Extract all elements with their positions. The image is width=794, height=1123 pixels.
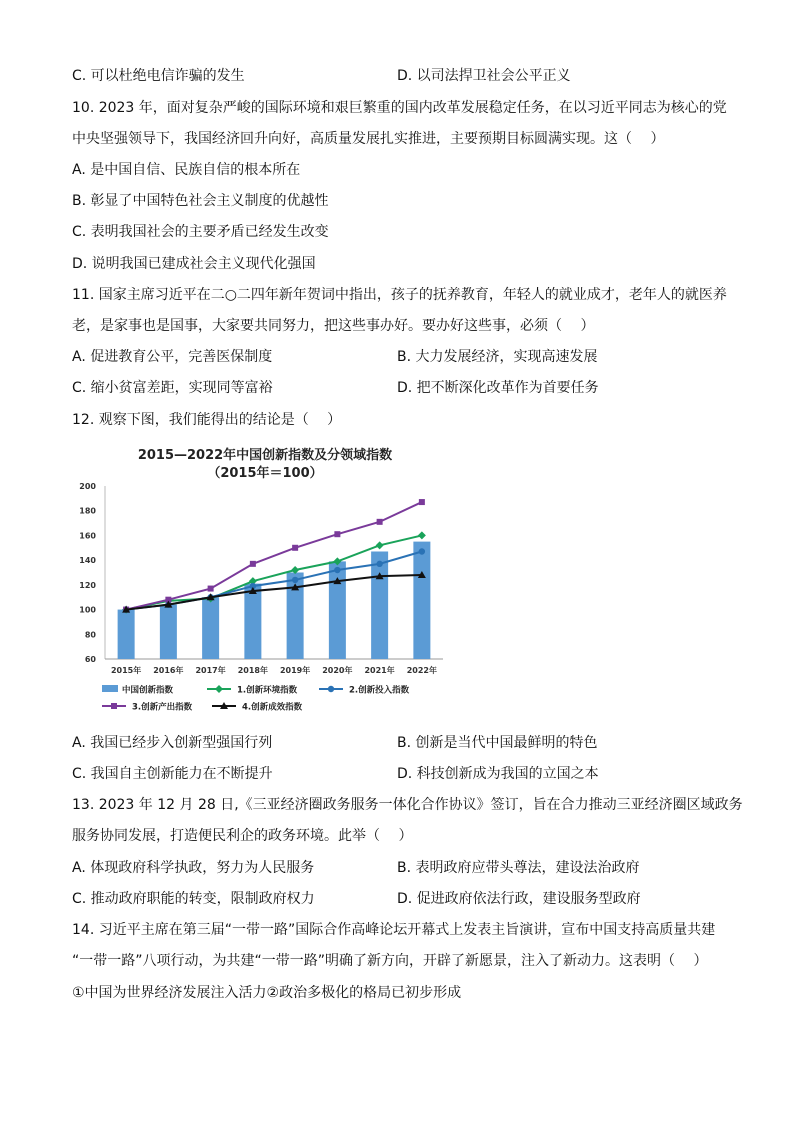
q11-option-c: C. 缩小贫富差距，实现同等富裕 xyxy=(72,380,273,396)
q11-option-d: D. 把不断深化改革作为首要任务 xyxy=(397,380,599,396)
legend-label: 2.创新投入指数 xyxy=(349,685,410,696)
y-tick-label: 180 xyxy=(79,506,96,516)
x-tick-label: 2018年 xyxy=(237,666,269,675)
q11-stem-line2: 老，是家事也是国事，大家要共同努力，把这些事办好。要办好这些事，必须（ ） xyxy=(72,318,595,334)
bar xyxy=(371,551,388,659)
q12-option-c: C. 我国自主创新能力在不断提升 xyxy=(72,766,273,782)
data-point xyxy=(419,548,425,554)
legend-label: 中国创新指数 xyxy=(122,685,174,696)
bar xyxy=(244,584,261,659)
data-point xyxy=(250,561,256,567)
q10-stem-line2: 中央坚强领导下，我国经济回升向好，高质量发展扎实推进，主要预期目标圆满实现。这（ ） xyxy=(72,131,665,147)
q11-stem-line1: 11. 国家主席习近平在二○二四年新年贺词中指出，孩子的抚养教育，年轻人的就业成才，老年人的就医养 xyxy=(72,287,727,303)
bar xyxy=(160,605,177,659)
x-tick-label: 2019年 xyxy=(279,666,311,675)
x-tick-label: 2020年 xyxy=(322,666,353,675)
q9-option-d: D. 以司法捍卫社会公平正义 xyxy=(397,68,571,84)
q14-items: ①中国为世界经济发展注入活力②政治多极化的格局已初步形成 xyxy=(72,985,462,1001)
data-point xyxy=(328,686,334,692)
data-point xyxy=(334,567,340,573)
data-point xyxy=(419,499,425,505)
bar xyxy=(118,610,135,659)
y-tick-label: 200 xyxy=(79,482,96,491)
q13-option-a: A. 体现政府科学执政，努力为人民服务 xyxy=(72,860,315,876)
q11-option-b: B. 大力发展经济，实现高速发展 xyxy=(397,349,598,365)
data-point xyxy=(376,561,382,567)
x-tick-label: 2021年 xyxy=(364,666,395,675)
bar xyxy=(202,597,219,659)
y-tick-label: 80 xyxy=(84,630,96,640)
data-point xyxy=(292,545,298,551)
q12-option-d: D. 科技创新成为我国的立国之本 xyxy=(397,766,599,782)
q12-option-b: B. 创新是当代中国最鲜明的特色 xyxy=(397,735,598,751)
bar xyxy=(329,561,346,659)
legend-label: 4.创新成效指数 xyxy=(242,702,303,713)
x-tick-label: 2017年 xyxy=(195,666,226,675)
data-point xyxy=(292,577,298,583)
y-tick-label: 120 xyxy=(79,580,96,590)
data-point xyxy=(418,531,426,539)
q12-stem: 12. 观察下图，我们能得出的结论是（ ） xyxy=(72,412,342,428)
y-tick-label: 140 xyxy=(79,556,96,566)
q13-option-b: B. 表明政府应带头尊法，建设法治政府 xyxy=(397,860,640,876)
chart-svg xyxy=(70,440,450,725)
y-tick-label: 100 xyxy=(79,605,96,615)
q10-option-b: B. 彰显了中国特色社会主义制度的优越性 xyxy=(72,193,329,209)
data-point xyxy=(334,531,340,537)
q12-option-a: A. 我国已经步入创新型强国行列 xyxy=(72,735,273,751)
data-point xyxy=(208,586,214,592)
q13-option-c: C. 推动政府职能的转变，限制政府权力 xyxy=(72,891,315,907)
x-tick-label: 2016年 xyxy=(153,666,184,675)
chart-subtitle: （2015年＝100） xyxy=(207,466,323,481)
q14-stem-line1: 14. 习近平主席在第三届“一带一路”国际合作高峰论坛开幕式上发表主旨演讲，宣布中国支持高质量共建 xyxy=(72,922,716,938)
data-point xyxy=(377,519,383,525)
legend-label: 1.创新环境指数 xyxy=(237,685,298,696)
legend-swatch xyxy=(102,685,118,692)
q11-option-a: A. 促进教育公平，完善医保制度 xyxy=(72,349,273,365)
q13-option-d: D. 促进政府依法行政，建设服务型政府 xyxy=(397,891,641,907)
x-tick-label: 2022年 xyxy=(406,666,438,675)
q10-option-a: A. 是中国自信、民族自信的根本所在 xyxy=(72,162,301,178)
bar xyxy=(413,542,430,659)
q10-option-c: C. 表明我国社会的主要矛盾已经发生改变 xyxy=(72,224,329,240)
q10-stem-line1: 10. 2023 年，面对复杂严峻的国际环境和艰巨繁重的国内改革发展稳定任务，在以习近平同志为核心的党 xyxy=(72,100,727,116)
legend-label: 3.创新产出指数 xyxy=(132,702,193,713)
q13-stem-line2: 服务协同发展，打造便民利企的政务环境。此举（ ） xyxy=(72,828,413,844)
x-tick-label: 2015年 xyxy=(110,666,142,675)
data-point xyxy=(111,703,117,709)
q13-stem-line1: 13. 2023 年 12 月 28 日,《三亚经济圈政务服务一体化合作协议》签订，旨在合力推动三亚经济圈区域政务 xyxy=(72,797,743,813)
q9-option-c: C. 可以杜绝电信诈骗的发生 xyxy=(72,68,245,84)
data-point xyxy=(376,541,384,549)
chart-title: 2015—2022年中国创新指数及分领域指数 xyxy=(137,448,393,463)
q14-stem-line2: “一带一路”八项行动，为共建“一带一路”明确了新方向，开辟了新愿景，注入了新动力。这表明（ ） xyxy=(72,953,708,969)
data-point xyxy=(215,685,223,693)
y-tick-label: 160 xyxy=(79,531,96,541)
innovation-index-chart xyxy=(70,440,450,725)
y-tick-label: 60 xyxy=(84,655,96,664)
q10-option-d: D. 说明我国已建成社会主义现代化强国 xyxy=(72,256,316,272)
